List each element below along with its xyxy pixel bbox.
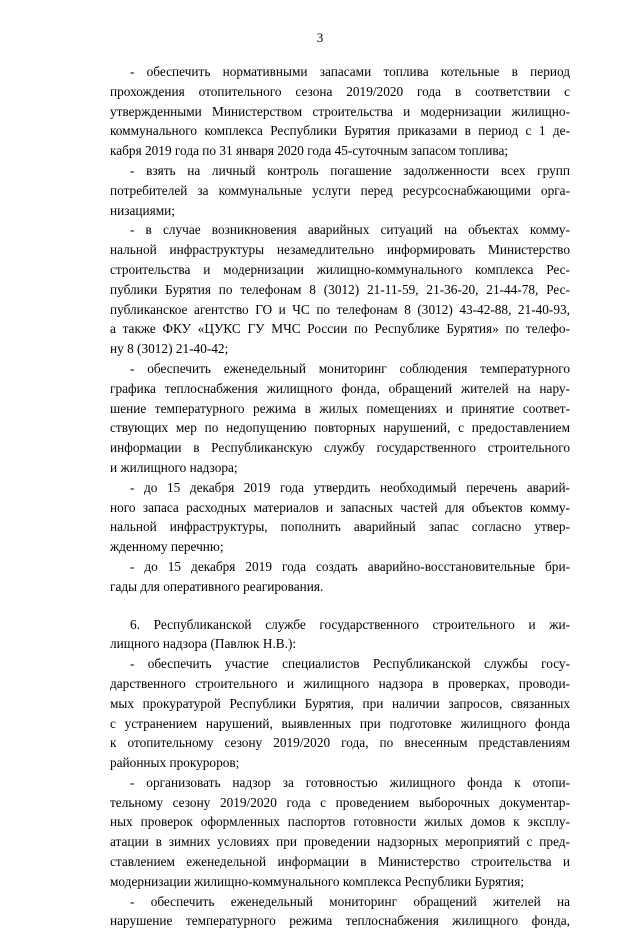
paragraph (110, 654, 570, 773)
text-line: - обеспечить еженедельный мониторинг соблюдения температурного (130, 360, 570, 376)
text-line: шение температурного режима в жилых помещениях и принятие соответ- (110, 400, 570, 416)
text-line: - взять на личный контроль погашение задолженности всех групп (130, 162, 570, 178)
text-line: ну 8 (3012) 21-40-42; (110, 341, 229, 357)
text-line: графика теплоснабжения жилищного фонда, обращений жителей на нару- (110, 380, 570, 396)
paragraph (110, 161, 570, 220)
text-line: - до 15 декабря 2019 года создать аварийно-восстановительные бри- (130, 558, 570, 574)
paragraph (110, 773, 570, 892)
text-line: - обеспечить участие специалистов Республиканской службы госу- (130, 656, 570, 672)
text-line: - до 15 декабря 2019 года утвердить необходимый перечень аварий- (130, 479, 570, 495)
text-line: низациями; (110, 202, 175, 218)
text-line: нальной инфраструктуры, пополнить аварийный запас согласно утвер- (110, 519, 570, 535)
text-line: нарушение температурного режима теплоснабжения жилищного фонда, (110, 913, 570, 929)
text-line: к отопительному сезону 2019/2020 года, по внесенным представлениям (110, 735, 570, 751)
text-line: жденному перечню; (110, 539, 224, 555)
text-line: потребителей за коммунальные услуги перед ресурсоснабжающими орга- (110, 182, 570, 198)
paragraph (110, 220, 570, 359)
text-line: с устранением нарушений, выявленных при подготовке жилищного фонда (110, 715, 570, 731)
paragraph (110, 62, 570, 161)
text-line: - организовать надзор за готовностью жилищного фонда к отопи- (130, 774, 570, 790)
text-line: лищного надзора (Павлюк Н.В.): (110, 636, 297, 652)
text-line: нальной инфраструктуры незамедлительно информировать Министерство (110, 242, 570, 258)
text-line: - в случае возникновения аварийных ситуаций на объектах комму- (130, 222, 570, 238)
text-line: гады для оперативного реагирования. (110, 578, 324, 594)
text-line: прохождения отопительного сезона 2019/2020 года в соответствии с (110, 83, 570, 99)
text-line: модернизации жилищно-коммунального комплекса Республики Бурятия; (110, 873, 525, 889)
text-line: информации в Республиканскую службу государственного строительного (110, 440, 570, 456)
paragraph (110, 359, 570, 478)
text-line: коммунального комплекса Республики Бурятия приказами в период с 1 де- (110, 123, 570, 139)
paragraph (110, 892, 570, 931)
text-line: ного запаса расходных материалов и запасных частей для объектов комму- (110, 499, 570, 515)
paragraph (110, 557, 570, 597)
paragraph (110, 615, 570, 655)
text-line: а также ФКУ «ЦУКС ГУ МЧС России по Республике Бурятия» по телефо- (110, 321, 570, 337)
text-line: строительства и модернизации жилищно-коммунального комплекса Рес- (110, 261, 570, 277)
text-line: кабря 2019 года по 31 января 2020 года 45-суточным запасом топлива; (110, 143, 509, 159)
text-line: ствующих мер по недопущению повторных нарушений, с предоставлением (110, 420, 570, 436)
text-line: атации в зимних условиях при проведении надзорных мероприятий с пред- (110, 834, 570, 850)
text-line: ставлением еженедельной информации в Министерство строительства и (110, 854, 570, 870)
text-line: районных прокуроров; (110, 755, 240, 771)
text-line: мых прокуратурой Республики Бурятия, при наличии запросов, связанных (110, 695, 570, 711)
text-line: тельному сезону 2019/2020 года с проведением выборочных документар- (110, 794, 570, 810)
text-line: - обеспечить нормативными запасами топлива котельные в период (130, 64, 570, 79)
paragraph (110, 478, 570, 557)
page-number: 3 (316, 30, 324, 45)
text-line: утвержденными Министерством строительства и модернизации жилищно- (110, 103, 570, 119)
text-line: и жилищного надзора; (110, 459, 238, 475)
text-line: публиканское агентство ГО и ЧС по телефонам 8 (3012) 43-42-88, 21-40-93, (110, 301, 570, 317)
text-line: 6. Республиканской службе государственного строительного и жи- (130, 616, 570, 632)
text-line: дарственного строительного и жилищного надзора в проверках, проводи- (110, 675, 570, 691)
document-body (110, 62, 570, 931)
text-line: ных проверок оформленных паспортов готовности жилых домов к эксплу- (110, 814, 570, 830)
text-line: публики Бурятия по телефонам 8 (3012) 21-11-59, 21-36-20, 21-44-78, Рес- (110, 281, 570, 297)
text-line: - обеспечить еженедельный мониторинг обращений жителей на (130, 893, 570, 909)
paragraph-gap (110, 597, 570, 615)
